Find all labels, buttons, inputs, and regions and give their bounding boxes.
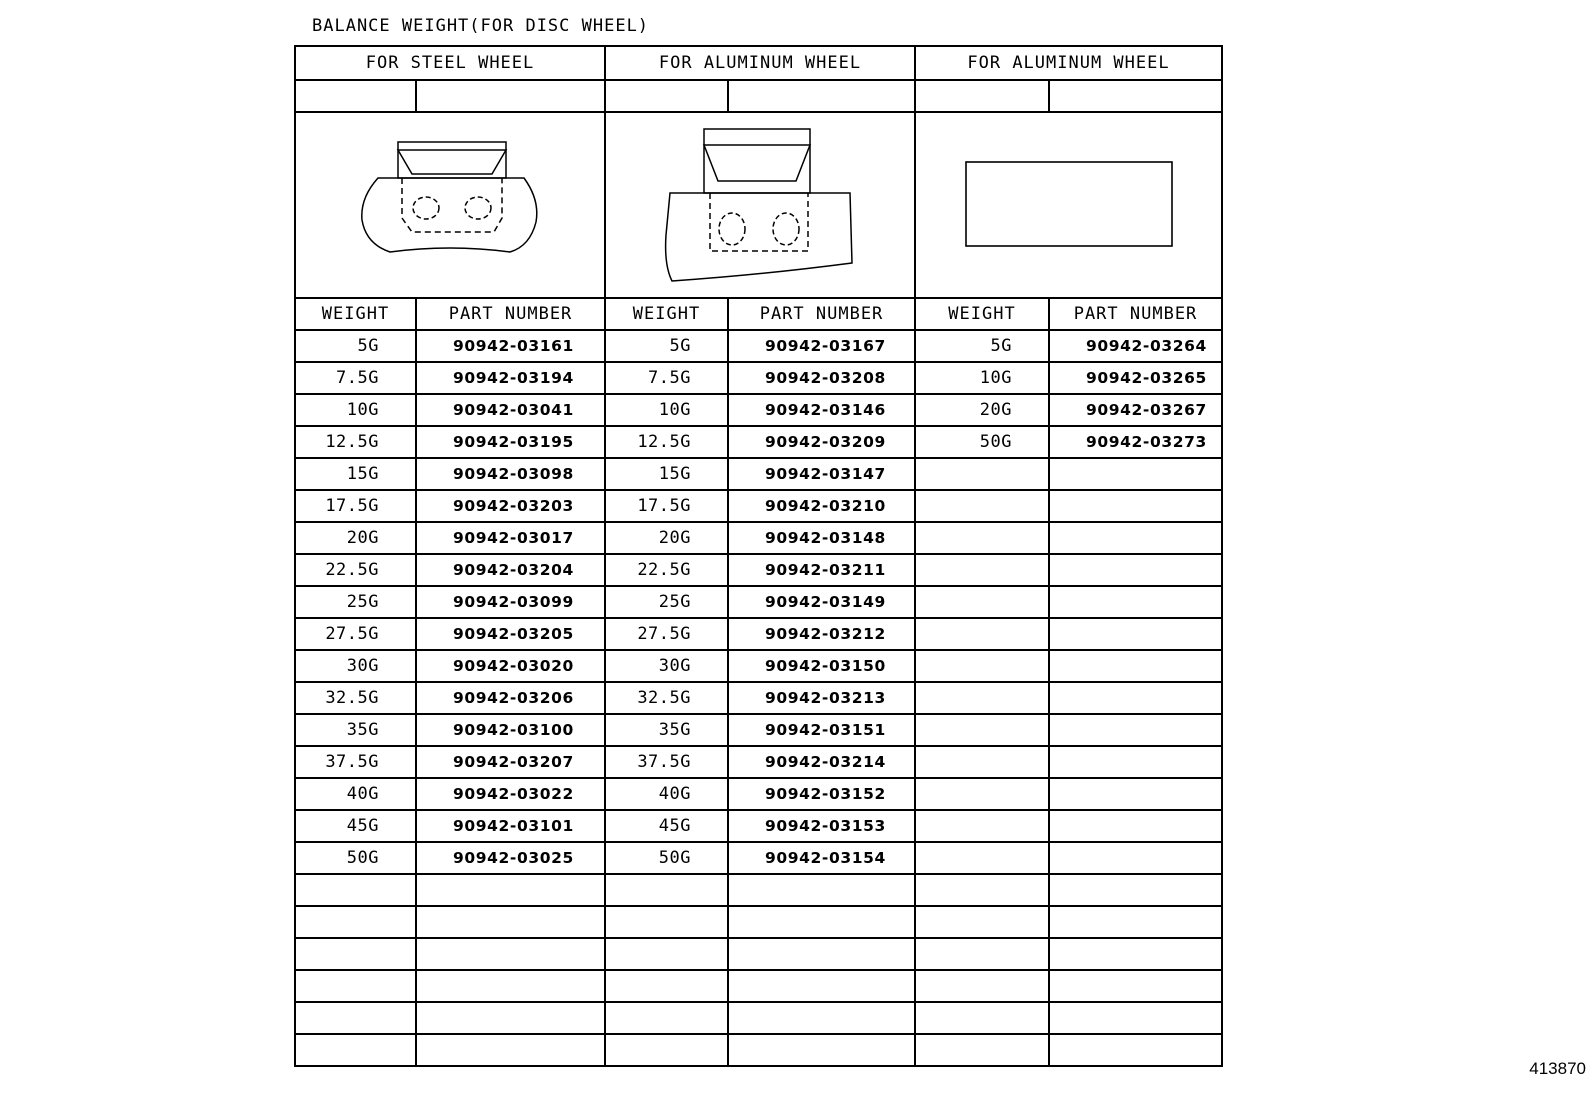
- empty-cell: [728, 938, 915, 970]
- part-number-cell: 90942-03017: [416, 522, 605, 554]
- empty-cell: [605, 80, 728, 112]
- empty-cell: [728, 874, 915, 906]
- part-number-cell: 90942-03203: [416, 490, 605, 522]
- empty-cell: [295, 906, 416, 938]
- weight-cell: 40G: [605, 778, 728, 810]
- empty-cell: [728, 906, 915, 938]
- empty-cell: [1049, 1002, 1222, 1034]
- empty-cell: [915, 458, 1049, 490]
- empty-cell: [1049, 586, 1222, 618]
- weight-cell: 50G: [605, 842, 728, 874]
- empty-cell: [915, 714, 1049, 746]
- empty-cell: [416, 1002, 605, 1034]
- part-number-cell: 90942-03154: [728, 842, 915, 874]
- empty-cell: [1049, 618, 1222, 650]
- weight-cell: 5G: [915, 330, 1049, 362]
- table-row: [295, 490, 1222, 522]
- part-number-column-header: PART NUMBER: [728, 298, 915, 330]
- table-row: [295, 970, 1222, 1002]
- part-number-cell: 90942-03267: [1049, 394, 1222, 426]
- part-number-cell: 90942-03167: [728, 330, 915, 362]
- part-number-cell: 90942-03207: [416, 746, 605, 778]
- weight-cell: 7.5G: [605, 362, 728, 394]
- table-row: [295, 618, 1222, 650]
- part-number-cell: 90942-03213: [728, 682, 915, 714]
- part-number-cell: 90942-03265: [1049, 362, 1222, 394]
- part-number-cell: 90942-03025: [416, 842, 605, 874]
- illustration-row: [295, 112, 1222, 298]
- part-number-cell: 90942-03041: [416, 394, 605, 426]
- weight-cell: 35G: [605, 714, 728, 746]
- part-number-cell: 90942-03212: [728, 618, 915, 650]
- clip-on-weight-aluminum-icon: [660, 125, 860, 285]
- table-row: [295, 842, 1222, 874]
- part-number-cell: 90942-03152: [728, 778, 915, 810]
- blank-row: [295, 80, 1222, 112]
- part-number-cell: 90942-03150: [728, 650, 915, 682]
- clip-on-weight-steel-icon: [350, 140, 550, 270]
- part-number-cell: 90942-03206: [416, 682, 605, 714]
- part-number-cell: 90942-03151: [728, 714, 915, 746]
- empty-cell: [915, 778, 1049, 810]
- weight-cell: 12.5G: [605, 426, 728, 458]
- empty-cell: [605, 874, 728, 906]
- empty-cell: [416, 874, 605, 906]
- table-row: [295, 746, 1222, 778]
- weight-cell: 12.5G: [295, 426, 416, 458]
- empty-cell: [915, 650, 1049, 682]
- empty-cell: [1049, 970, 1222, 1002]
- part-number-cell: 90942-03205: [416, 618, 605, 650]
- weight-cell: 32.5G: [605, 682, 728, 714]
- empty-cell: [728, 1002, 915, 1034]
- weight-cell: 15G: [605, 458, 728, 490]
- empty-cell: [915, 80, 1049, 112]
- weight-cell: 22.5G: [295, 554, 416, 586]
- table-row: [295, 394, 1222, 426]
- table-row: [295, 810, 1222, 842]
- weight-cell: 50G: [295, 842, 416, 874]
- empty-cell: [295, 1034, 416, 1066]
- weight-cell: 5G: [295, 330, 416, 362]
- part-number-cell: 90942-03148: [728, 522, 915, 554]
- empty-cell: [1049, 522, 1222, 554]
- table-row: [295, 330, 1222, 362]
- weight-column-header: WEIGHT: [605, 298, 728, 330]
- part-number-column-header: PART NUMBER: [416, 298, 605, 330]
- part-number-cell: 90942-03149: [728, 586, 915, 618]
- table-row: [295, 458, 1222, 490]
- part-number-cell: 90942-03211: [728, 554, 915, 586]
- illustration-cell-aluminum-adhesive: [915, 112, 1222, 298]
- weight-cell: 20G: [915, 394, 1049, 426]
- empty-cell: [915, 874, 1049, 906]
- illustration-cell-aluminum-clip: [605, 112, 915, 298]
- empty-cell: [416, 1034, 605, 1066]
- empty-cell: [295, 874, 416, 906]
- empty-cell: [1049, 906, 1222, 938]
- table-row: [295, 874, 1222, 906]
- weight-column-header: WEIGHT: [295, 298, 416, 330]
- weight-cell: 17.5G: [605, 490, 728, 522]
- empty-cell: [1049, 874, 1222, 906]
- part-number-cell: 90942-03273: [1049, 426, 1222, 458]
- adhesive-weight-icon: [964, 160, 1174, 250]
- weight-cell: 30G: [295, 650, 416, 682]
- empty-cell: [605, 938, 728, 970]
- empty-cell: [1049, 714, 1222, 746]
- table-row: [295, 362, 1222, 394]
- part-number-cell: 90942-03161: [416, 330, 605, 362]
- table-row: [295, 586, 1222, 618]
- weight-cell: 10G: [605, 394, 728, 426]
- empty-cell: [1049, 554, 1222, 586]
- part-number-cell: 90942-03022: [416, 778, 605, 810]
- weight-cell: 45G: [605, 810, 728, 842]
- weight-column-header: WEIGHT: [915, 298, 1049, 330]
- part-number-cell: 90942-03147: [728, 458, 915, 490]
- empty-cell: [1049, 490, 1222, 522]
- part-number-cell: 90942-03098: [416, 458, 605, 490]
- weight-cell: 25G: [605, 586, 728, 618]
- weight-cell: 35G: [295, 714, 416, 746]
- part-number-cell: 90942-03099: [416, 586, 605, 618]
- group-heading-steel: FOR STEEL WHEEL: [295, 46, 605, 80]
- table-row: [295, 714, 1222, 746]
- column-header-row: [295, 298, 1222, 330]
- empty-cell: [1049, 810, 1222, 842]
- part-number-cell: 90942-03195: [416, 426, 605, 458]
- document-id: 413870: [1529, 1059, 1586, 1078]
- table-row: [295, 426, 1222, 458]
- empty-cell: [1049, 650, 1222, 682]
- table-row: [295, 1002, 1222, 1034]
- empty-cell: [1049, 458, 1222, 490]
- group-heading-aluminum-clip: FOR ALUMINUM WHEEL: [605, 46, 915, 80]
- part-number-cell: 90942-03209: [728, 426, 915, 458]
- weight-cell: 45G: [295, 810, 416, 842]
- empty-cell: [605, 970, 728, 1002]
- empty-cell: [915, 586, 1049, 618]
- page-title: BALANCE WEIGHT(FOR DISC WHEEL): [312, 16, 650, 36]
- part-number-cell: 90942-03214: [728, 746, 915, 778]
- weight-cell: 10G: [295, 394, 416, 426]
- part-number-cell: 90942-03208: [728, 362, 915, 394]
- weight-cell: 37.5G: [295, 746, 416, 778]
- part-number-cell: 90942-03020: [416, 650, 605, 682]
- part-number-cell: 90942-03204: [416, 554, 605, 586]
- empty-cell: [915, 682, 1049, 714]
- weight-cell: 22.5G: [605, 554, 728, 586]
- group-header-row: [295, 46, 1222, 80]
- weight-cell: 20G: [605, 522, 728, 554]
- balance-weight-table: [294, 45, 1223, 1067]
- empty-cell: [416, 80, 605, 112]
- part-number-cell: 90942-03146: [728, 394, 915, 426]
- empty-cell: [416, 906, 605, 938]
- empty-cell: [728, 1034, 915, 1066]
- empty-cell: [728, 970, 915, 1002]
- table-row: [295, 1034, 1222, 1066]
- empty-cell: [915, 938, 1049, 970]
- weight-cell: 25G: [295, 586, 416, 618]
- weight-cell: 27.5G: [605, 618, 728, 650]
- empty-cell: [605, 1034, 728, 1066]
- weight-cell: 30G: [605, 650, 728, 682]
- empty-cell: [915, 746, 1049, 778]
- empty-cell: [416, 970, 605, 1002]
- empty-cell: [915, 554, 1049, 586]
- empty-cell: [1049, 938, 1222, 970]
- empty-cell: [915, 1002, 1049, 1034]
- weight-cell: 37.5G: [605, 746, 728, 778]
- empty-cell: [295, 938, 416, 970]
- table-row: [295, 906, 1222, 938]
- part-number-cell: 90942-03101: [416, 810, 605, 842]
- weight-cell: 15G: [295, 458, 416, 490]
- empty-cell: [915, 490, 1049, 522]
- table-row: [295, 650, 1222, 682]
- weight-cell: 17.5G: [295, 490, 416, 522]
- empty-cell: [295, 80, 416, 112]
- part-number-column-header: PART NUMBER: [1049, 298, 1222, 330]
- empty-cell: [605, 906, 728, 938]
- empty-cell: [1049, 746, 1222, 778]
- empty-cell: [915, 906, 1049, 938]
- empty-cell: [915, 810, 1049, 842]
- weight-cell: 10G: [915, 362, 1049, 394]
- empty-cell: [915, 842, 1049, 874]
- empty-cell: [1049, 682, 1222, 714]
- weight-cell: 50G: [915, 426, 1049, 458]
- empty-cell: [915, 1034, 1049, 1066]
- part-number-cell: 90942-03100: [416, 714, 605, 746]
- weight-cell: 20G: [295, 522, 416, 554]
- weight-cell: 5G: [605, 330, 728, 362]
- empty-cell: [915, 618, 1049, 650]
- part-number-cell: 90942-03194: [416, 362, 605, 394]
- table-row: [295, 522, 1222, 554]
- illustration-cell-steel: [295, 112, 605, 298]
- group-heading-aluminum-adhesive: FOR ALUMINUM WHEEL: [915, 46, 1222, 80]
- weight-cell: 7.5G: [295, 362, 416, 394]
- empty-cell: [915, 970, 1049, 1002]
- empty-cell: [1049, 1034, 1222, 1066]
- empty-cell: [605, 1002, 728, 1034]
- empty-cell: [295, 1002, 416, 1034]
- empty-cell: [1049, 842, 1222, 874]
- part-number-cell: 90942-03153: [728, 810, 915, 842]
- part-number-cell: 90942-03210: [728, 490, 915, 522]
- empty-cell: [1049, 80, 1222, 112]
- table-row: [295, 554, 1222, 586]
- weight-cell: 40G: [295, 778, 416, 810]
- empty-cell: [1049, 778, 1222, 810]
- weight-cell: 27.5G: [295, 618, 416, 650]
- table-row: [295, 938, 1222, 970]
- table-row: [295, 778, 1222, 810]
- empty-cell: [295, 970, 416, 1002]
- empty-cell: [728, 80, 915, 112]
- weight-cell: 32.5G: [295, 682, 416, 714]
- table-row: [295, 682, 1222, 714]
- empty-cell: [915, 522, 1049, 554]
- empty-cell: [416, 938, 605, 970]
- part-number-cell: 90942-03264: [1049, 330, 1222, 362]
